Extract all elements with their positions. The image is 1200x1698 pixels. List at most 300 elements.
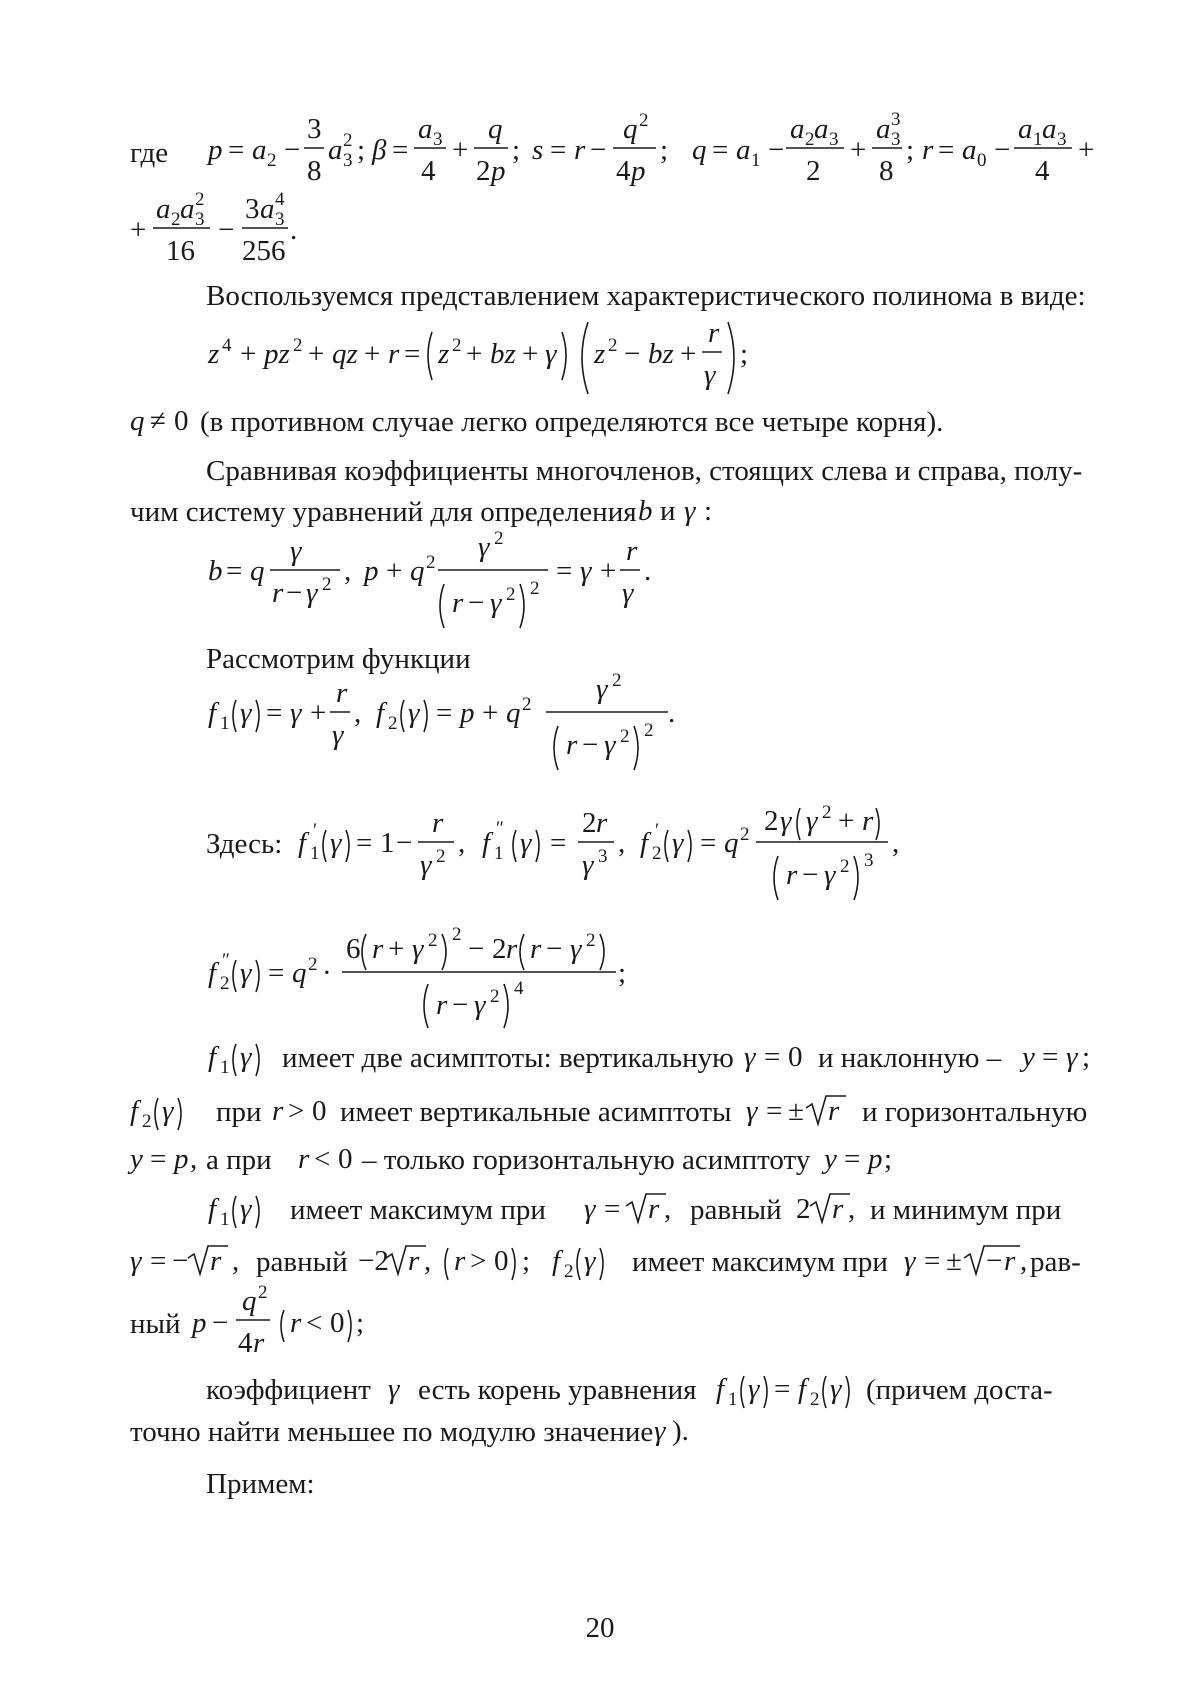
svg-text:8: 8 — [307, 155, 322, 187]
svg-text:γ: γ — [570, 933, 582, 965]
svg-text:r: r — [388, 338, 400, 370]
svg-text:r: r — [298, 1143, 310, 1175]
svg-text:p: p — [868, 1143, 883, 1175]
svg-text:16: 16 — [166, 235, 195, 267]
svg-text:r: r — [832, 1193, 844, 1225]
svg-text:3: 3 — [891, 109, 901, 130]
svg-text:−: − — [396, 827, 413, 859]
svg-text:3: 3 — [195, 209, 205, 230]
paragraph-represent: Воспользуемся представлением характеристического полинома в виде: — [206, 280, 1086, 312]
svg-text:q: q — [250, 555, 265, 587]
svg-text:<: < — [314, 1143, 331, 1175]
svg-text:1: 1 — [728, 1389, 738, 1410]
svg-text:r: r — [336, 677, 348, 709]
svg-text:,: , — [848, 1193, 856, 1225]
svg-text:b: b — [638, 495, 653, 527]
svg-text:2: 2 — [639, 110, 649, 131]
svg-text:a: a — [156, 193, 171, 225]
svg-text:4: 4 — [1035, 155, 1050, 187]
svg-text:−: − — [986, 1245, 1003, 1277]
svg-text:1: 1 — [1033, 129, 1043, 150]
svg-text:γ: γ — [290, 535, 302, 567]
svg-text:=: = — [766, 1095, 783, 1127]
svg-text:β: β — [372, 134, 387, 166]
text-max-e: имеет максимум при — [632, 1246, 888, 1278]
svg-text:1: 1 — [494, 843, 504, 864]
svg-text:γ: γ — [490, 587, 502, 619]
svg-text:γ: γ — [684, 495, 696, 527]
svg-text:p: p — [631, 155, 646, 187]
svg-text:−: − — [624, 338, 641, 370]
text-q-ne-0: (в противном случае легко определяются все четыре корня). — [200, 406, 944, 438]
svg-text:2: 2 — [490, 986, 500, 1007]
svg-text:γ: γ — [412, 933, 424, 965]
svg-text:4: 4 — [275, 189, 285, 210]
svg-text:γ: γ — [744, 1041, 756, 1073]
svg-text:r: r — [530, 933, 542, 965]
page-number: 20 — [585, 1612, 615, 1644]
svg-text:r: r — [596, 807, 608, 839]
svg-text:y: y — [824, 1143, 837, 1175]
svg-text:−: − — [212, 1307, 229, 1339]
svg-text:z: z — [208, 338, 220, 370]
svg-text:r: r — [408, 1245, 420, 1277]
svg-text:γ: γ — [824, 859, 836, 891]
text-gde: где — [130, 137, 169, 169]
svg-text:+: + — [386, 555, 403, 587]
svg-text:3: 3 — [433, 129, 443, 150]
svg-text:;: ; — [357, 134, 366, 166]
svg-text:a: a — [252, 134, 267, 166]
svg-text:2: 2 — [388, 713, 398, 734]
svg-text:6: 6 — [346, 933, 361, 965]
svg-text:3: 3 — [275, 209, 285, 230]
svg-text:0: 0 — [977, 150, 987, 171]
svg-text:;: ; — [618, 957, 627, 989]
svg-text:+: + — [466, 338, 483, 370]
svg-text:γ: γ — [746, 1095, 758, 1127]
svg-text:и: и — [660, 495, 676, 527]
svg-text:γ: γ — [604, 729, 616, 761]
svg-text:γ: γ — [306, 577, 318, 609]
svg-text:p: p — [174, 1143, 189, 1175]
svg-text:r: r — [436, 989, 448, 1021]
svg-text:γ: γ — [520, 827, 532, 859]
svg-text:=: = — [556, 555, 573, 587]
svg-text:q: q — [292, 957, 307, 989]
svg-text:3: 3 — [245, 193, 260, 225]
svg-text:2: 2 — [506, 584, 516, 605]
svg-text:2: 2 — [171, 209, 181, 230]
svg-text:−: − — [468, 587, 485, 619]
svg-text:r: r — [648, 1193, 660, 1225]
svg-text:2: 2 — [258, 1282, 268, 1303]
text-max-b: равный — [690, 1194, 782, 1226]
svg-text:r: r — [574, 134, 586, 166]
svg-text:−: − — [582, 729, 599, 761]
svg-text:2: 2 — [796, 1193, 811, 1225]
svg-text:+: + — [522, 338, 539, 370]
svg-text:z: z — [438, 338, 450, 370]
svg-text:1: 1 — [380, 827, 395, 859]
svg-text:3: 3 — [829, 129, 839, 150]
svg-text:=: = — [392, 134, 409, 166]
svg-text:+: + — [850, 134, 867, 166]
svg-text:a: a — [814, 113, 829, 145]
svg-text:=: = — [356, 827, 373, 859]
text-coef-a: коэффициент — [206, 1374, 371, 1406]
svg-text:γ: γ — [622, 577, 634, 609]
svg-text:2: 2 — [426, 552, 436, 573]
svg-text:qz: qz — [332, 338, 358, 370]
svg-text:=: = — [774, 1373, 791, 1405]
svg-text:−: − — [284, 134, 301, 166]
svg-text:;: ; — [906, 134, 915, 166]
svg-text:γ: γ — [904, 1245, 916, 1277]
svg-text:−: − — [546, 933, 563, 965]
svg-text:2: 2 — [564, 1261, 574, 1282]
svg-text:=: = — [604, 1193, 621, 1225]
svg-text:γ: γ — [580, 555, 592, 587]
svg-text:±: ± — [946, 1245, 962, 1277]
svg-text:γ: γ — [162, 1095, 174, 1127]
svg-text:2: 2 — [343, 130, 353, 151]
svg-text:r: r — [272, 577, 284, 609]
svg-text:1: 1 — [220, 1057, 230, 1078]
svg-text:y: y — [1022, 1041, 1035, 1073]
svg-text:r: r — [432, 807, 444, 839]
svg-text:−: − — [172, 1245, 189, 1277]
svg-text:γ: γ — [478, 531, 490, 563]
svg-text:pz: pz — [264, 338, 290, 370]
svg-text:;: ; — [522, 1245, 531, 1277]
svg-text:q: q — [410, 555, 425, 587]
svg-text:.: . — [290, 214, 298, 246]
svg-text:,: , — [424, 1245, 432, 1277]
svg-text:γ: γ — [830, 1373, 842, 1405]
svg-text:;: ; — [356, 1307, 365, 1339]
svg-text:2: 2 — [740, 824, 750, 845]
svg-text:1: 1 — [220, 713, 230, 734]
svg-text:=: = — [268, 957, 285, 989]
svg-text:−: − — [994, 134, 1011, 166]
svg-text:2: 2 — [840, 856, 850, 877]
svg-text:2: 2 — [322, 574, 332, 595]
svg-text:2: 2 — [652, 843, 662, 864]
svg-text:p: p — [460, 697, 475, 729]
svg-text:3: 3 — [307, 113, 322, 145]
svg-text:2: 2 — [764, 805, 779, 837]
svg-text:=: = — [550, 134, 567, 166]
svg-text:>: > — [470, 1245, 487, 1277]
svg-text:0: 0 — [312, 1095, 327, 1127]
svg-text:;: ; — [1082, 1041, 1091, 1073]
svg-text:γ: γ — [420, 849, 432, 881]
svg-text:+: + — [130, 214, 147, 246]
svg-text:2: 2 — [452, 924, 462, 945]
svg-text:=: = — [150, 1245, 167, 1277]
svg-text:=: = — [404, 338, 421, 370]
svg-text:0: 0 — [174, 405, 189, 437]
svg-text:r: r — [626, 535, 638, 567]
text-coef-b: есть корень уравнения — [418, 1374, 697, 1406]
svg-text:;: ; — [660, 134, 669, 166]
svg-text:f: f — [482, 827, 491, 859]
svg-text:−: − — [802, 859, 819, 891]
svg-text:4: 4 — [421, 155, 436, 187]
svg-text:γ: γ — [130, 1245, 142, 1277]
svg-text:2: 2 — [806, 155, 821, 187]
text-max-c: и минимум при — [870, 1194, 1062, 1226]
svg-text:f: f — [208, 1041, 217, 1073]
svg-text:′: ′ — [655, 820, 660, 841]
svg-text:f: f — [716, 1373, 725, 1405]
svg-text:γ: γ — [240, 1193, 252, 1225]
svg-text:q: q — [488, 113, 503, 145]
svg-text:8: 8 — [879, 155, 894, 187]
svg-text:a: a — [180, 193, 195, 225]
svg-text:γ: γ — [584, 1245, 596, 1277]
svg-text:4: 4 — [616, 155, 631, 187]
svg-text:2: 2 — [644, 720, 654, 741]
svg-text:2: 2 — [620, 726, 630, 747]
svg-text:,: , — [354, 697, 362, 729]
svg-text:−: − — [468, 933, 485, 965]
svg-text:q: q — [724, 827, 739, 859]
svg-text:2: 2 — [530, 578, 540, 599]
svg-text:″: ″ — [222, 950, 230, 971]
text-f2-asym-b: имеет вертикальные асимптоты — [340, 1096, 732, 1128]
svg-text:,: , — [232, 1245, 240, 1277]
svg-text:γ: γ — [596, 673, 608, 705]
svg-text:f: f — [376, 697, 385, 729]
svg-text:4: 4 — [514, 978, 524, 999]
svg-text:=: = — [712, 134, 729, 166]
svg-text:2: 2 — [293, 335, 303, 356]
svg-text:q: q — [506, 697, 521, 729]
svg-text:a: a — [790, 113, 805, 145]
svg-text:1: 1 — [751, 150, 761, 171]
text-coef-c: (причем доста- — [866, 1374, 1053, 1406]
svg-text:=: = — [700, 827, 717, 859]
text-f1-asym-a: имеет две асимптоты: вертикальную — [282, 1042, 734, 1074]
svg-text:4: 4 — [238, 1327, 253, 1359]
svg-text:r: r — [454, 1245, 466, 1277]
svg-text:f: f — [208, 957, 217, 989]
svg-text:r: r — [290, 1307, 302, 1339]
svg-text:2: 2 — [142, 1111, 152, 1132]
svg-text:f: f — [208, 1193, 217, 1225]
svg-text:γ: γ — [474, 989, 486, 1021]
svg-text:a: a — [736, 134, 751, 166]
svg-text:s: s — [532, 134, 544, 166]
svg-text:2: 2 — [822, 802, 832, 823]
svg-text:.: . — [668, 697, 676, 729]
svg-text:±: ± — [788, 1095, 804, 1127]
svg-text:p: p — [208, 134, 223, 166]
svg-text:;: ; — [884, 1143, 893, 1175]
svg-text:γ: γ — [582, 849, 594, 881]
text-f2-asym-e: – только горизонтальную асимптоту — [362, 1144, 811, 1176]
svg-text:=: = — [226, 555, 243, 587]
svg-text:=: = — [924, 1245, 941, 1277]
svg-text:a: a — [1018, 113, 1033, 145]
svg-text:q: q — [623, 113, 638, 145]
svg-text:,: , — [190, 1143, 198, 1175]
svg-text:f: f — [208, 697, 217, 729]
svg-text:,: , — [664, 1193, 672, 1225]
text-f2-asym-d: а при — [206, 1144, 272, 1176]
svg-text:3: 3 — [1057, 129, 1067, 150]
text-zdes: Здесь: — [206, 828, 283, 860]
svg-text:=: = — [550, 827, 567, 859]
svg-text:+: + — [388, 933, 405, 965]
svg-text:p: p — [192, 1307, 207, 1339]
svg-text:r: r — [708, 317, 720, 349]
svg-text:;: ; — [740, 338, 749, 370]
svg-text:+: + — [482, 697, 499, 729]
svg-text:p: p — [364, 555, 379, 587]
svg-text:r: r — [862, 805, 874, 837]
svg-text:γ: γ — [806, 805, 818, 837]
svg-text:0: 0 — [330, 1307, 345, 1339]
svg-text:2: 2 — [476, 155, 491, 187]
svg-text:2: 2 — [436, 846, 446, 867]
svg-text:a: a — [328, 134, 343, 166]
svg-text:q: q — [692, 134, 707, 166]
svg-text:2: 2 — [220, 973, 230, 994]
svg-text:;: ; — [512, 134, 521, 166]
svg-text:+: + — [310, 697, 327, 729]
svg-text:γ: γ — [388, 1373, 400, 1405]
svg-text:r: r — [452, 587, 464, 619]
svg-text:+: + — [600, 555, 617, 587]
svg-text:y: y — [130, 1143, 143, 1175]
svg-text:γ: γ — [654, 1415, 666, 1447]
svg-text:+: + — [364, 338, 381, 370]
svg-text:γ: γ — [780, 805, 792, 837]
svg-text:2: 2 — [492, 933, 507, 965]
svg-text:+: + — [838, 805, 855, 837]
svg-text:2: 2 — [267, 150, 277, 171]
svg-text:2: 2 — [608, 335, 618, 356]
svg-text:=: = — [228, 134, 245, 166]
paragraph-consider: Рассмотрим функции — [206, 643, 471, 675]
svg-text:,: , — [618, 827, 626, 859]
svg-text:r: r — [786, 859, 798, 891]
svg-text:,: , — [1020, 1245, 1028, 1277]
svg-text:2: 2 — [195, 189, 205, 210]
svg-text:bz: bz — [490, 338, 516, 370]
svg-text:2: 2 — [452, 335, 462, 356]
svg-text:3: 3 — [598, 846, 608, 867]
svg-text:−: − — [218, 214, 235, 246]
svg-text:b: b — [208, 555, 223, 587]
paragraph-compare-line2: чим систему уравнений для определения — [130, 496, 637, 528]
svg-text:f: f — [798, 1373, 807, 1405]
svg-text:+: + — [308, 338, 325, 370]
svg-text:r: r — [506, 933, 518, 965]
svg-text:2: 2 — [308, 954, 318, 975]
svg-text:>: > — [288, 1095, 305, 1127]
svg-text:0: 0 — [338, 1143, 353, 1175]
svg-text:=: = — [764, 1041, 781, 1073]
svg-text:q: q — [242, 1285, 257, 1317]
svg-text:2: 2 — [612, 670, 622, 691]
svg-text:≠: ≠ — [150, 405, 166, 437]
paragraph-compare-line1: Сравнивая коэффициенты многочленов, стоящих слева и справа, полу- — [206, 455, 1083, 487]
svg-text:z: z — [594, 338, 606, 370]
svg-text:a: a — [1042, 113, 1057, 145]
svg-text:=: = — [1042, 1041, 1059, 1073]
svg-text:+: + — [1078, 134, 1095, 166]
svg-text:γ: γ — [332, 719, 344, 751]
svg-text:γ: γ — [584, 1193, 596, 1225]
svg-text:γ: γ — [748, 1373, 760, 1405]
svg-text::: : — [704, 495, 713, 527]
svg-text:γ: γ — [1066, 1041, 1078, 1073]
svg-text:=: = — [150, 1143, 167, 1175]
svg-text:a: a — [418, 113, 433, 145]
svg-text:f: f — [552, 1245, 561, 1277]
svg-text:2: 2 — [586, 930, 596, 951]
text-f2-asym-a: при — [216, 1096, 262, 1128]
svg-text:f: f — [130, 1095, 139, 1127]
svg-text:p: p — [491, 155, 506, 187]
svg-text:−: − — [768, 134, 785, 166]
text-max-f: рав- — [1030, 1246, 1081, 1278]
svg-text:−2: −2 — [358, 1245, 389, 1277]
svg-text:a: a — [962, 134, 977, 166]
svg-text:″: ″ — [496, 818, 504, 839]
svg-text:γ: γ — [330, 827, 342, 859]
svg-text:=: = — [436, 697, 453, 729]
svg-text:2: 2 — [494, 528, 504, 549]
svg-text:<: < — [306, 1307, 323, 1339]
svg-text:3: 3 — [343, 150, 353, 171]
svg-text:+: + — [680, 338, 697, 370]
svg-text:2: 2 — [582, 807, 597, 839]
svg-text:2: 2 — [805, 129, 815, 150]
svg-text:a: a — [876, 113, 891, 145]
svg-text:−: − — [452, 989, 469, 1021]
svg-text:=: = — [266, 697, 283, 729]
text-max-d: равный — [256, 1246, 348, 1278]
svg-text:2: 2 — [522, 694, 532, 715]
svg-text:f: f — [298, 827, 307, 859]
svg-text:0: 0 — [788, 1041, 803, 1073]
svg-text:=: = — [938, 134, 955, 166]
svg-text:256: 256 — [242, 235, 286, 267]
svg-text:bz: bz — [648, 338, 674, 370]
text-coef-d: точно найти меньшее по модулю значение — [130, 1416, 654, 1448]
svg-text:r: r — [1004, 1245, 1016, 1277]
svg-text:′: ′ — [313, 820, 318, 841]
svg-text:3: 3 — [864, 850, 874, 871]
text-f1-asym-b: и наклонную – — [818, 1042, 1002, 1074]
svg-text:).: ). — [672, 1415, 689, 1447]
text-f2-asym-c: и горизонтальную — [862, 1096, 1088, 1128]
svg-text:q: q — [130, 405, 145, 437]
svg-text:r: r — [210, 1245, 222, 1277]
svg-text:,: , — [458, 827, 466, 859]
text-max-a: имеет максимум при — [290, 1194, 546, 1226]
svg-text:a: a — [260, 193, 275, 225]
svg-text:γ: γ — [240, 1041, 252, 1073]
svg-text:,: , — [892, 827, 900, 859]
svg-text:3: 3 — [891, 129, 901, 150]
svg-text:γ: γ — [672, 827, 684, 859]
